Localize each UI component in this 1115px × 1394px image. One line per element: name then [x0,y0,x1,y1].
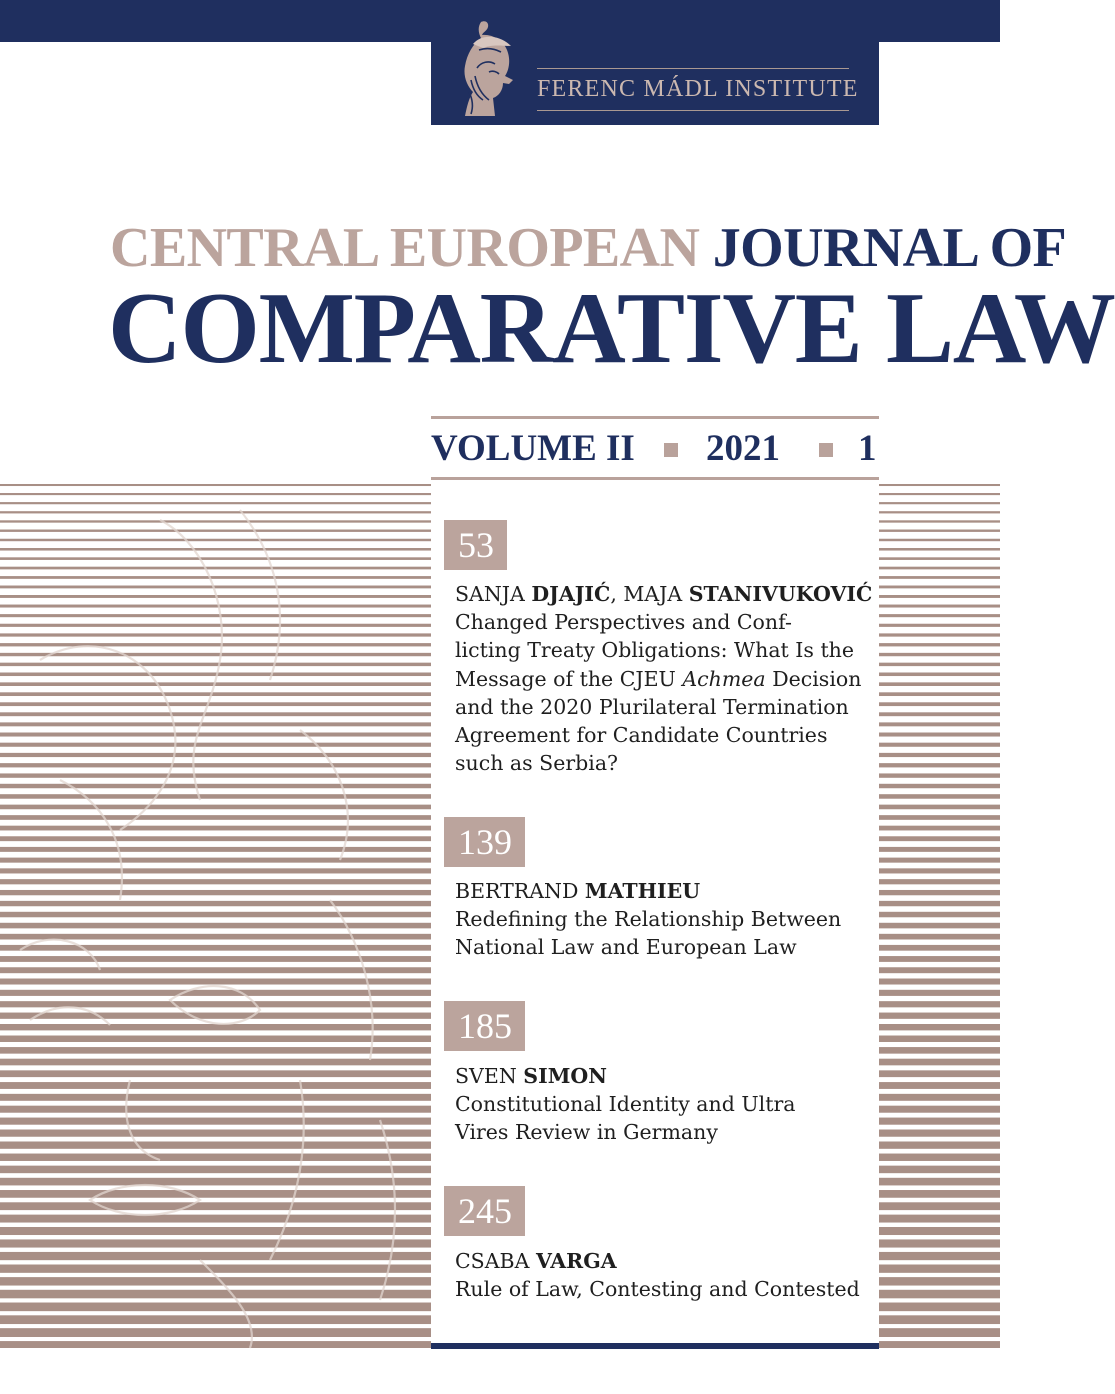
article-title-line: licting Treaty Obligations: What Is the [455,638,855,663]
stripe-line [879,1252,1000,1260]
article-title-line: Message of the CJEU Achmea Decision [455,666,862,691]
stripe-line [879,702,1000,706]
stripe-line [879,633,1000,636]
stripe-line [879,1328,1000,1337]
separator-square-icon [664,443,678,457]
stripe-line [879,557,1000,560]
stripe-line [879,1341,1000,1348]
stripe-line [879,879,1000,884]
article-page-number: 139 [444,817,525,867]
stripe-line [879,1315,1000,1324]
stripe-line [879,753,1000,757]
stripe-line [879,595,1000,598]
stripe-line [879,784,1000,788]
stripe-line [879,643,1000,646]
stripe-line [879,956,1000,962]
article-title-line: National Law and European Law [455,935,797,960]
stripe-line [879,1166,1000,1174]
stripe-line [879,912,1000,917]
article-page-number: 245 [444,1186,525,1236]
stripe-line [879,1094,1000,1101]
stripe-line [879,567,1000,570]
stripe-line [879,1178,1000,1186]
stripe-line [879,1190,1000,1198]
article-title-line: Constitutional Identity and Ultra [455,1092,796,1117]
stripe-line [879,712,1000,716]
stripe-line [879,1141,1000,1148]
stripe-line [879,511,1000,513]
stripe-line [879,1154,1000,1161]
journal-title-line2: COMPARATIVE LAW [108,272,1115,385]
title-part-journal-of: JOURNAL OF [712,217,1067,279]
stripe-line [879,826,1000,831]
article-title-line: Agreement for Candidate Countries [455,723,828,748]
stripe-line [879,1070,1000,1077]
stripe-line [879,890,1000,895]
institute-rule-bottom [537,110,849,111]
stripe-line [879,743,1000,747]
article-entry [455,877,875,962]
stripe-line [879,773,1000,777]
stripe-line [879,1001,1000,1007]
article-title-line: Rule of Law, Contesting and Contested [455,1277,860,1302]
stripe-line [879,1265,1000,1273]
article-title-line: Vires Review in Germany [455,1120,718,1145]
stripe-line [879,815,1000,820]
stripe-line [879,1215,1000,1223]
stripe-line [879,576,1000,579]
stripe-line [879,520,1000,522]
stripe-line [879,794,1000,799]
stripe-line [879,548,1000,551]
stripe-line [879,624,1000,627]
article-entry [455,1247,875,1303]
volume-rule-top [431,416,879,419]
article-title-line: Redefining the Relationship Between [455,907,842,932]
bottom-navy-bar [431,1343,879,1349]
athena-head-icon [459,20,527,116]
stripe-line [879,967,1000,973]
stripe-line [879,692,1000,696]
article-page-number: 53 [444,520,507,570]
stripe-line [879,1106,1000,1113]
stripe-line [879,1277,1000,1285]
stripe-line [879,614,1000,617]
stripe-line [879,868,1000,873]
volume-label: VOLUME II [431,428,635,469]
stripe-line [879,1024,1000,1030]
stripe-line [879,682,1000,686]
stripe-line [879,605,1000,608]
separator-square-icon [819,443,833,457]
stripe-line [879,530,1000,532]
stripe-line [879,1082,1000,1089]
stripe-line [879,1036,1000,1042]
stripe-line [879,836,1000,841]
article-entry [455,1062,875,1147]
stripe-line [879,858,1000,863]
stripe-line [879,1303,1000,1312]
stripe-line [879,1118,1000,1125]
stripe-line [879,945,1000,951]
stripe-line [879,663,1000,666]
stripe-line [879,1227,1000,1235]
journal-title-line1 [110,216,1067,280]
stripe-line [879,1059,1000,1066]
striped-background-right [879,480,1000,1348]
institute-name: FERENC MÁDL INSTITUTE [537,76,859,102]
stripe-line [879,1013,1000,1019]
stripe-line [879,1047,1000,1054]
article-authors: CSABA VARGA [455,1249,617,1273]
stripe-line [879,1290,1000,1299]
stripe-line [879,847,1000,852]
stripe-line [879,502,1000,504]
stripe-line [879,979,1000,985]
stripe-line [879,1239,1000,1247]
stripe-line [879,923,1000,929]
stripe-line [879,990,1000,996]
article-title-line: Changed Perspectives and Conf- [455,610,792,635]
article-title-italic: Achmea [682,666,766,691]
stripe-line [879,586,1000,589]
stripe-line [879,1202,1000,1210]
stripe-line [879,901,1000,906]
stripe-line [879,763,1000,767]
article-entry [455,580,875,777]
article-authors: BERTRAND MATHIEU [455,879,701,903]
stripe-line [879,672,1000,676]
medusa-face-line-art [0,480,431,1348]
volume-year: 2021 [706,428,780,469]
stripe-line [879,733,1000,737]
stripe-line [879,653,1000,656]
article-title-line: such as Serbia? [455,751,619,776]
stripe-line [879,805,1000,810]
article-page-number: 185 [444,1001,525,1051]
title-part-central-european: CENTRAL EUROPEAN [110,217,700,279]
stripe-line [879,1130,1000,1137]
stripe-line [879,539,1000,541]
stripe-line [879,493,1000,495]
stripe-line [879,484,1000,486]
article-title-line: and the 2020 Plurilateral Termination [455,694,849,719]
institute-rule-top [537,68,849,69]
stripe-line [879,934,1000,940]
volume-info [431,424,879,474]
article-authors: SANJA DJAJIĆ, MAJA STANIVUKOVIĆ [455,582,873,606]
volume-issue: 1 [858,428,877,469]
article-authors: SVEN SIMON [455,1064,607,1088]
institute-banner [431,42,879,125]
stripe-line [879,722,1000,726]
